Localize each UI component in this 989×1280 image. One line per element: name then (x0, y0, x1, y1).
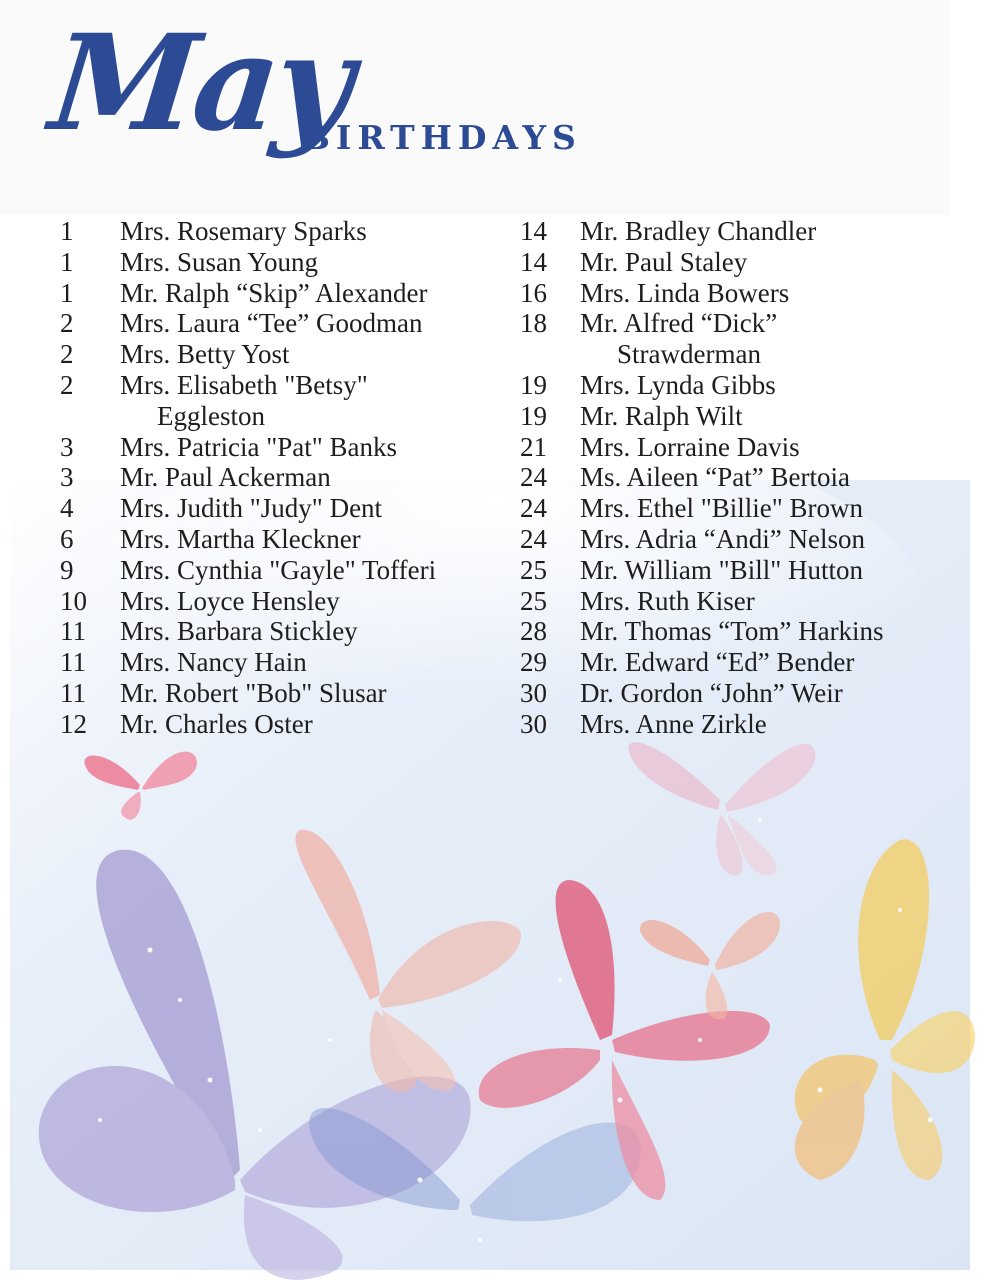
birthday-day: 1 (60, 216, 74, 246)
birthday-day: 1 (60, 246, 74, 277)
list-item (520, 586, 960, 617)
birthday-day: 10 (60, 585, 87, 616)
birthday-name: Mrs. Betty Yost (120, 339, 290, 370)
list-item (520, 616, 960, 647)
birthday-day: 14 (520, 216, 547, 246)
header (0, 0, 950, 215)
birthday-day: 2 (60, 339, 74, 370)
birthday-name: Mr. William "Bill" Hutton (580, 554, 863, 585)
list-item (60, 493, 500, 524)
birthday-name: Mrs. Linda Bowers (580, 277, 790, 308)
birthday-day: 24 (520, 493, 547, 524)
birthday-day: 30 (520, 708, 547, 739)
birthday-day: 25 (520, 554, 547, 585)
birthday-name: Mrs. Elisabeth "Betsy" (120, 369, 368, 400)
birthday-name: Mr. Paul Staley (580, 246, 748, 277)
birthday-day: 3 (60, 431, 74, 462)
birthday-name: Mrs. Lorraine Davis (580, 431, 800, 462)
birthday-day: 29 (520, 647, 547, 678)
birthday-name: Mr. Bradley Chandler (580, 216, 817, 246)
list-item (520, 401, 960, 432)
birthday-day: 4 (60, 493, 74, 524)
birthday-name: Mrs. Ethel "Billie" Brown (580, 493, 864, 524)
list-item (60, 432, 500, 463)
list-item (60, 216, 500, 247)
birthday-day: 11 (60, 677, 86, 708)
birthday-day: 1 (60, 277, 74, 308)
birthday-list-right (520, 216, 960, 740)
birthday-day: 2 (60, 369, 74, 400)
list-item (60, 247, 500, 278)
birthday-list-left (60, 216, 500, 740)
birthday-name: Mrs. Susan Young (120, 246, 319, 277)
list-item (60, 647, 500, 678)
list-item (520, 493, 960, 524)
list-item (520, 432, 960, 463)
birthday-day: 24 (520, 462, 547, 493)
list-item (520, 555, 960, 586)
list-item (60, 370, 500, 432)
birthday-name: Mr. Charles Oster (120, 708, 313, 739)
birthday-day: 30 (520, 677, 547, 708)
list-item (520, 647, 960, 678)
birthday-name: Mr. Thomas “Tom” Harkins (580, 616, 884, 647)
birthday-name: Mrs. Ruth Kiser (580, 585, 755, 616)
birthday-name: Ms. Aileen “Pat” Bertoia (580, 462, 850, 493)
list-item (60, 339, 500, 370)
birthday-name: Mrs. Patricia "Pat" Banks (120, 431, 398, 462)
month-title: May (43, 6, 357, 161)
birthday-name: Mr. Alfred “Dick” (580, 308, 778, 339)
birthday-name: Mr. Edward “Ed” Bender (580, 647, 855, 678)
list-item (520, 247, 960, 278)
birthday-day: 18 (520, 308, 547, 339)
list-item (520, 524, 960, 555)
birthday-name: Mrs. Anne Zirkle (580, 708, 767, 739)
list-item (60, 586, 500, 617)
birthday-name: Mrs. Adria “Andi” Nelson (580, 523, 865, 554)
birthday-day: 16 (520, 277, 547, 308)
birthday-day: 21 (520, 431, 547, 462)
birthday-name-continued: Strawderman (617, 339, 761, 370)
list-item (520, 678, 960, 709)
birthday-day: 25 (520, 585, 547, 616)
list-item (520, 709, 960, 740)
birthday-name: Mrs. Laura “Tee” Goodman (120, 308, 423, 339)
birthday-name: Mrs. Lynda Gibbs (580, 369, 776, 400)
list-item (60, 524, 500, 555)
birthday-day: 14 (520, 246, 547, 277)
birthday-day: 19 (520, 369, 547, 400)
birthday-name: Mrs. Martha Kleckner (120, 523, 361, 554)
birthday-day: 19 (520, 400, 547, 431)
list-item (60, 709, 500, 740)
birthday-day: 3 (60, 462, 74, 493)
list-item (520, 462, 960, 493)
birthday-day: 9 (60, 554, 74, 585)
birthday-name: Dr. Gordon “John” Weir (580, 677, 843, 708)
birthday-name: Mr. Ralph Wilt (580, 400, 743, 431)
birthday-name: Mr. Ralph “Skip” Alexander (120, 277, 428, 308)
birthday-day: 2 (60, 308, 74, 339)
list-item (60, 278, 500, 309)
list-item (520, 278, 960, 309)
list-item (60, 555, 500, 586)
birthday-name: Mrs. Cynthia "Gayle" Tofferi (120, 554, 437, 585)
birthday-day: 28 (520, 616, 547, 647)
list-item (520, 216, 960, 247)
list-item (60, 462, 500, 493)
birthday-name-continued: Eggleston (157, 400, 265, 431)
birthday-day: 24 (520, 523, 547, 554)
list-item (60, 678, 500, 709)
birthday-name: Mrs. Nancy Hain (120, 647, 307, 678)
birthday-name: Mrs. Rosemary Sparks (120, 216, 367, 246)
birthday-name: Mr. Paul Ackerman (120, 462, 331, 493)
birthday-name: Mrs. Barbara Stickley (120, 616, 358, 647)
birthday-day: 12 (60, 708, 87, 739)
birthday-name: Mr. Robert "Bob" Slusar (120, 677, 387, 708)
birthday-name: Mrs. Loyce Hensley (120, 585, 340, 616)
birthday-name: Mrs. Judith "Judy" Dent (120, 493, 383, 524)
list-item (60, 616, 500, 647)
list-item (520, 370, 960, 401)
list-item (520, 308, 960, 370)
birthday-day: 11 (60, 616, 86, 647)
page-subtitle: BIRTHDAYS (302, 118, 582, 157)
birthday-day: 11 (60, 647, 86, 678)
list-item (60, 308, 500, 339)
birthday-day: 6 (60, 523, 74, 554)
